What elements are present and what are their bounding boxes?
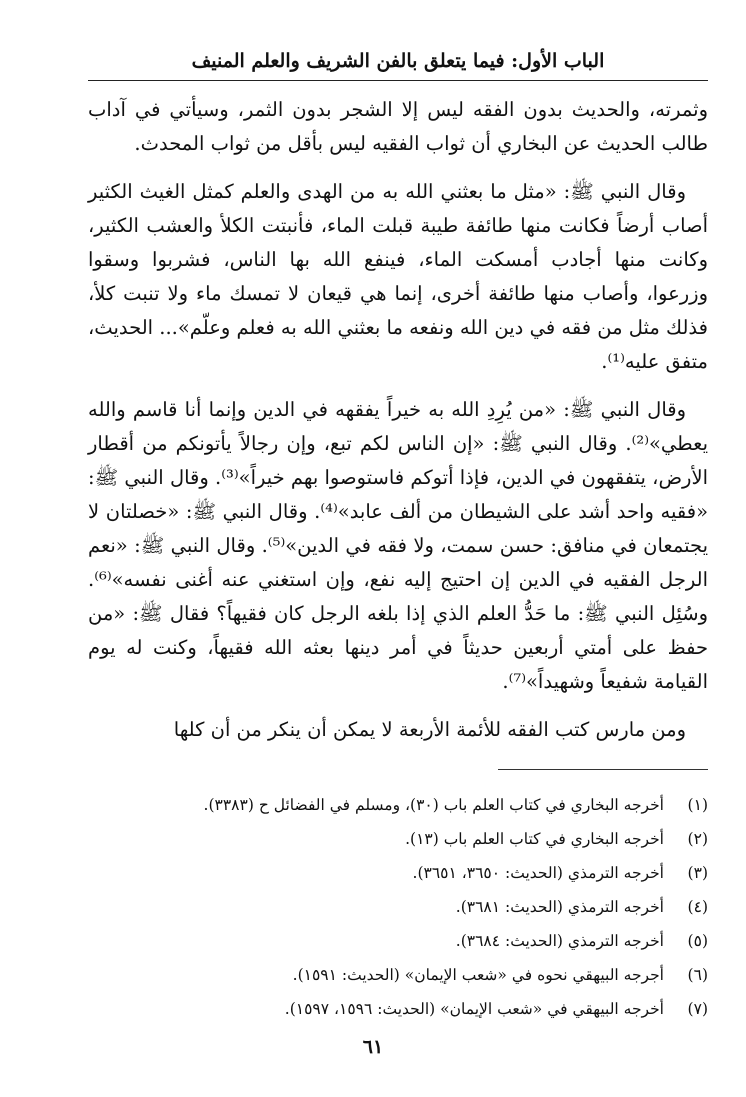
footnote (88, 924, 708, 958)
footnote (88, 992, 708, 1026)
footnote (88, 856, 708, 890)
footnote-text: أخرجه البخاري في كتاب العلم باب (٣٠)، ومسلم في الفضائل ح (٣٣٨٣). (203, 796, 664, 814)
footnote-number: (٣) (687, 864, 708, 882)
footnote-number: (٥) (687, 932, 708, 950)
footnote (88, 822, 708, 856)
running-header: الباب الأول: فيما يتعلق بالفن الشريف والعلم المنيف (191, 50, 605, 72)
footnote-text: أخرجه الترمذي (الحديث: ٣٦٨٤). (455, 932, 664, 950)
paragraph: ومن مارس كتب الفقه للأئمة الأربعة لا يمكن أن ينكر من أن كلها (173, 718, 686, 741)
page-number: ٦١ (362, 1036, 384, 1058)
paragraph: وقال النبي ﷺ: «مثل ما بعثني الله به من الهدى والعلم كمثل الغيث الكثير أصاب أرضاً فكانت منها طائفة طيبة قبلت الماء، فأنبتت الكلأ والعشب الكثير، وكانت منها أجادب أمسكت الماء، فينفع الله بها الناس، فشربوا وسقوا وزرعوا، وأصاب منها طائفة أخرى، إنما هي قيعان لا تمسك ماء ولا تنبت كلأ، فذلك مثل من فقه في دين الله ونفعه ما بعثني الله به فعلم وعلّم»... الحديث، متفق عليه⁽¹⁾. (88, 180, 708, 373)
footnote-text: أخرجه الترمذي (الحديث: ٣٦٥٠، ٣٦٥١). (412, 864, 664, 882)
footnote-number: (٦) (687, 966, 708, 984)
footnote-number: (٧) (687, 1000, 708, 1018)
footnote-number: (٤) (687, 898, 708, 916)
header-rule (88, 80, 708, 81)
page (88, 46, 708, 1026)
footnote (88, 788, 708, 822)
paragraph: وثمرته، والحديث بدون الفقه ليس إلا الشجر بدون الثمر، وسيأتي في آداب طالب الحديث عن البخاري أن ثواب الفقيه ليس بأقل من ثواب المحدث. (88, 98, 708, 155)
footnotes (88, 788, 708, 1026)
paragraph: وقال النبي ﷺ: «من يُرِدِ الله به خيراً يفقهه في الدين وإنما أنا قاسم والله يعطي»⁽²⁾. وقال النبي ﷺ: «إن الناس لكم تبع، وإن رجالاً يأتونكم من أقطار الأرض، يتفقهون في الدين، فإذا أتوكم فاستوصوا بهم خيراً»⁽³⁾. وقال النبي ﷺ: «فقيه واحد أشد على الشيطان من ألف عابد»⁽⁴⁾. وقال النبي ﷺ: «خصلتان لا يجتمعان في منافق: حسن سمت، ولا فقه في الدين»⁽⁵⁾. وقال النبي ﷺ: «نعم الرجل الفقيه في الدين إن احتيج إليه نفع، وإن استغني عنه أغنى نفسه»⁽⁶⁾. وسُئِل النبي ﷺ: ما حَدُّ العلم الذي إذا بلغه الرجل كان فقيهاً؟ فقال ﷺ: «من حفظ على أمتي أربعين حديثاً في أمر دينها بعثه الله فقيهاً، وكنت له يوم القيامة شفيعاً وشهيداً»⁽⁷⁾. (88, 398, 709, 693)
body-text (88, 93, 708, 747)
footnote (88, 958, 708, 992)
footnote-text: أخرجه البخاري في كتاب العلم باب (١٣). (405, 830, 664, 848)
footnote-number: (١) (687, 796, 708, 814)
footnote-text: أخرجه الترمذي (الحديث: ٣٦٨١). (455, 898, 664, 916)
footnote (88, 890, 708, 924)
footnote-number: (٢) (687, 830, 708, 848)
footnote-separator (498, 769, 708, 770)
footnote-text: أجرجه البيهقي نحوه في «شعب الإيمان» (الحديث: ١٥٩١). (292, 966, 664, 984)
footnote-text: أخرجه البيهقي في «شعب الإيمان» (الحديث: ١٥٩٦، ١٥٩٧). (284, 1000, 664, 1018)
